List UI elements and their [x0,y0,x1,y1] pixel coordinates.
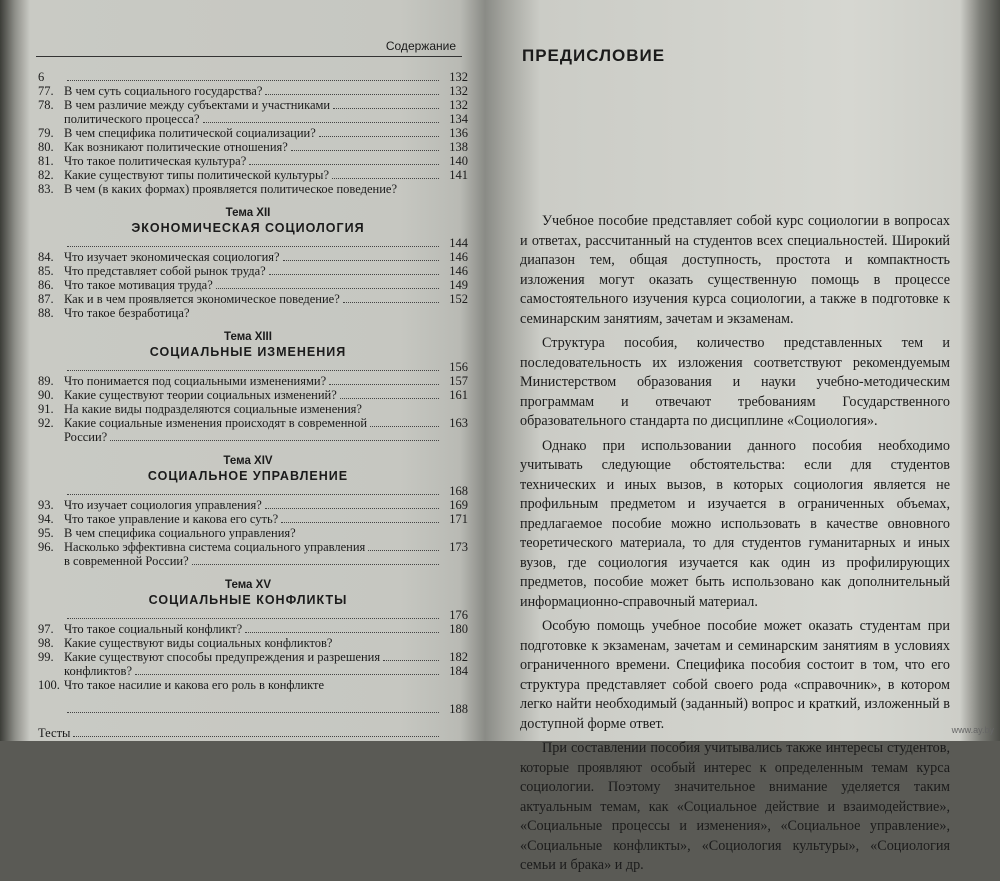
toc-text: Что представляет собой рынок труда? [64,264,266,278]
toc-page: 157 [449,374,468,388]
toc-entry [28,250,468,264]
toc-lead-row [28,70,468,84]
topic-label: Тема XV [225,579,271,591]
running-header [36,39,462,57]
toc-text: Какие существуют теории социальных изменений? [64,388,337,402]
topic-name: ЭКОНОМИЧЕСКАЯ СОЦИОЛОГИЯ [131,221,365,235]
toc-text: Как возникают политические отношения? [64,140,288,154]
toc-page: 134 [449,112,468,126]
toc-text: политического процесса? [64,112,200,126]
toc-page: 168 [449,484,468,498]
toc-lead-row [28,608,468,622]
toc-entry [28,678,468,692]
toc-page: 136 [449,126,468,140]
topic-label: Тема XIII [224,331,272,343]
toc-num: 93. [38,498,54,512]
toc-entry [28,168,468,182]
toc-text: Что такое безработица? [64,306,190,320]
toc-entry [28,636,468,650]
page-number: 6 [38,70,45,84]
left-page-contents [28,0,468,741]
toc-entry [28,622,468,636]
toc-group [28,484,468,568]
toc-page: 176 [449,608,468,622]
toc-entry [28,498,468,512]
toc-text: В чем (в каких формах) проявляется политическое поведение? [64,182,398,196]
toc-group [28,608,468,692]
toc-text: Тесты [38,726,71,740]
toc-num: 77. [38,84,54,98]
toc-num: 81. [38,154,54,168]
toc-text: Какие существуют виды социальных конфликтов? [64,636,333,650]
toc-text: Какие существуют типы политической культуры? [64,168,329,182]
topic-name: СОЦИАЛЬНЫЕ КОНФЛИКТЫ [148,593,348,607]
header-title: Содержание [385,39,456,53]
toc-lead-row [28,484,468,498]
toc-page: 141 [449,168,468,182]
toc-text: Что понимается под социальными изменениями? [64,374,327,388]
toc-num: 84. [38,250,54,264]
toc-text: Что такое социальный конфликт? [64,622,243,636]
paragraph: Структура пособия, количество представленных тем и последовательность их изложения соответствуют рекомендуемым Министерством образования и науки учебно-методическим программам и отвечают требованиям Государственного образовательного стандарта по дисциплине «Социология». [520,335,950,429]
toc-num: 82. [38,168,54,182]
toc-page: 144 [449,236,468,250]
toc-entry [28,84,468,98]
toc-text: Как и в чем проявляется экономическое поведение? [64,292,340,306]
topic-heading [28,578,468,608]
toc-entry [28,306,468,320]
toc-num: 80. [38,140,54,154]
toc-num: 98. [38,636,54,650]
toc-text: Какие социальные изменения происходят в современной [64,416,368,430]
toc-text: Что такое мотивация труда? [64,278,213,292]
toc-text: В чем специфика социального управления? [64,526,296,540]
toc-entry [28,182,468,196]
toc-num: 79. [38,126,54,140]
toc-entry [28,416,468,430]
toc-text: Что изучает экономическая социология? [64,250,280,264]
paragraph: Учебное пособие представляет собой курс социологии в вопросах и ответах, рассчитанный на студентов всех специальностей. Широкий диапазон тем, общая доступность, простота и компактность изложения могут оказать существенную помощь в процессе самостоятельного изучения курса социологии, а также в подготовке к семинарским занятиям, зачетам и экзаменам. [520,213,950,327]
toc-num: 86. [38,278,54,292]
toc-num: 94. [38,512,54,526]
toc-num: 83. [38,182,54,196]
paragraph: При составлении пособия учитывались также интересы студентов, которые проявляют особый интерес к определенным темам курса социологии. Поэтому значительное внимание уделяется таким актуальным темам, как «Социальное действие и взаимодействие», «Социальные процессы и изменения», «Социальное управление», «Социальные конфликты», «Социология культуры», «Социология семьи и брака» и др. [520,740,950,873]
toc-page: 184 [449,664,468,678]
toc-text: Что такое политическая культура? [64,154,247,168]
toc-num: 91. [38,402,54,416]
toc-entry [28,126,468,140]
toc-num: 87. [38,292,54,306]
toc-num: 89. [38,374,54,388]
toc-num: 100. [38,678,60,692]
toc-page: 132 [449,70,468,84]
preface-text [520,212,950,881]
toc-entry [28,264,468,278]
toc-page: 152 [449,292,468,306]
toc-page: 138 [449,140,468,154]
toc-page: 149 [449,278,468,292]
toc-text: Что такое управление и какова его суть? [64,512,279,526]
toc-entry [28,154,468,168]
toc-page: 163 [449,416,468,430]
toc-page: 171 [449,512,468,526]
toc-num: 96. [38,540,54,554]
toc-num: 95. [38,526,54,540]
toc-text: На какие виды подразделяются социальные изменения? [64,402,362,416]
toc-page: 188 [449,702,468,716]
toc-entry [28,292,468,306]
toc-text: Что такое насилие и какова его роль в конфликте [64,678,325,692]
toc-num: 97. [38,622,54,636]
toc-entry [28,526,468,540]
toc-text: в современной России? [64,554,189,568]
toc-entry [28,554,468,568]
toc-page: 132 [449,98,468,112]
toc-text: Какие существуют способы предупреждения и разрешения [64,650,381,664]
toc-final-row [28,702,468,716]
toc-text: В чем различие между субъектами и участниками [64,98,331,112]
toc-num: 85. [38,264,54,278]
toc-entry [28,140,468,154]
toc-entry [28,650,468,664]
toc-entry [28,374,468,388]
watermark: www.ay.by [951,725,994,735]
toc-entry [28,98,468,112]
toc-page: 180 [449,622,468,636]
toc-num: 88. [38,306,54,320]
topic-label: Тема XIV [223,455,273,467]
toc-page: 146 [449,264,468,278]
toc-text: России? [64,430,108,444]
toc-group [28,360,468,444]
page-title: ПРЕДИСЛОВИЕ [522,46,666,65]
toc-entry [28,540,468,554]
toc-entry [28,430,468,444]
topic-heading [28,206,468,236]
toc-num: 99. [38,650,54,664]
toc-entry [28,664,468,678]
toc-num: 92. [38,416,54,430]
toc-page: 146 [449,250,468,264]
toc-page: 132 [449,84,468,98]
toc-group [28,236,468,320]
toc-page: 182 [449,650,468,664]
topic-heading [28,330,468,360]
topic-heading [28,454,468,484]
toc-num: 90. [38,388,54,402]
toc-text: В чем специфика политической социализации? [64,126,316,140]
toc-num: 78. [38,98,54,112]
toc-entry [28,388,468,402]
toc-text: Что изучает социология управления? [64,498,262,512]
toc-page: 169 [449,498,468,512]
toc-page: 156 [449,360,468,374]
topic-name: СОЦИАЛЬНЫЕ ИЗМЕНЕНИЯ [149,345,347,359]
toc-tests-row [28,726,468,740]
toc-text: Насколько эффективна система социального управления [64,540,366,554]
table-of-contents [28,70,468,740]
toc-page: 173 [449,540,468,554]
toc-entry [28,278,468,292]
toc-lead-row [28,360,468,374]
paragraph: Особую помощь учебное пособие может оказать студентам при подготовке к экзаменам, зачетам и семинарским занятиям в условиях ограниченного времени. Специфика пособия состоит в том, что его структура представляет собой своего рода «справочник», в котором легко найти необходимый (заданный) вопрос и краткий, изложенный в доступной форме ответ. [520,618,950,732]
paragraph: Однако при использовании данного пособия необходимо учитывать следующие обстоятельства: если для студентов технических и иных вызов, в которых социология является не профильным предметом и изучается в ограниченных объемах, предлагаемое пособие можно использовать в качестве овновного теоретического материала, то для студентов гуманитарных и иных вузов, где социология изучается как один из профилирующих предметов, пособие может быть использовано как дополнительный информационно-справочный материал. [520,437,950,610]
right-page-preface [500,0,955,873]
toc-page: 161 [449,388,468,402]
toc-page: 140 [449,154,468,168]
toc-entry [28,112,468,126]
toc-group [28,84,468,196]
toc-text: В чем суть социального государства? [64,84,263,98]
topic-name: СОЦИАЛЬНОЕ УПРАВЛЕНИЕ [147,469,349,483]
toc-entry [28,402,468,416]
toc-lead-row [28,236,468,250]
topic-label: Тема XII [225,207,271,219]
toc-entry [28,512,468,526]
toc-text: конфликтов? [64,664,132,678]
